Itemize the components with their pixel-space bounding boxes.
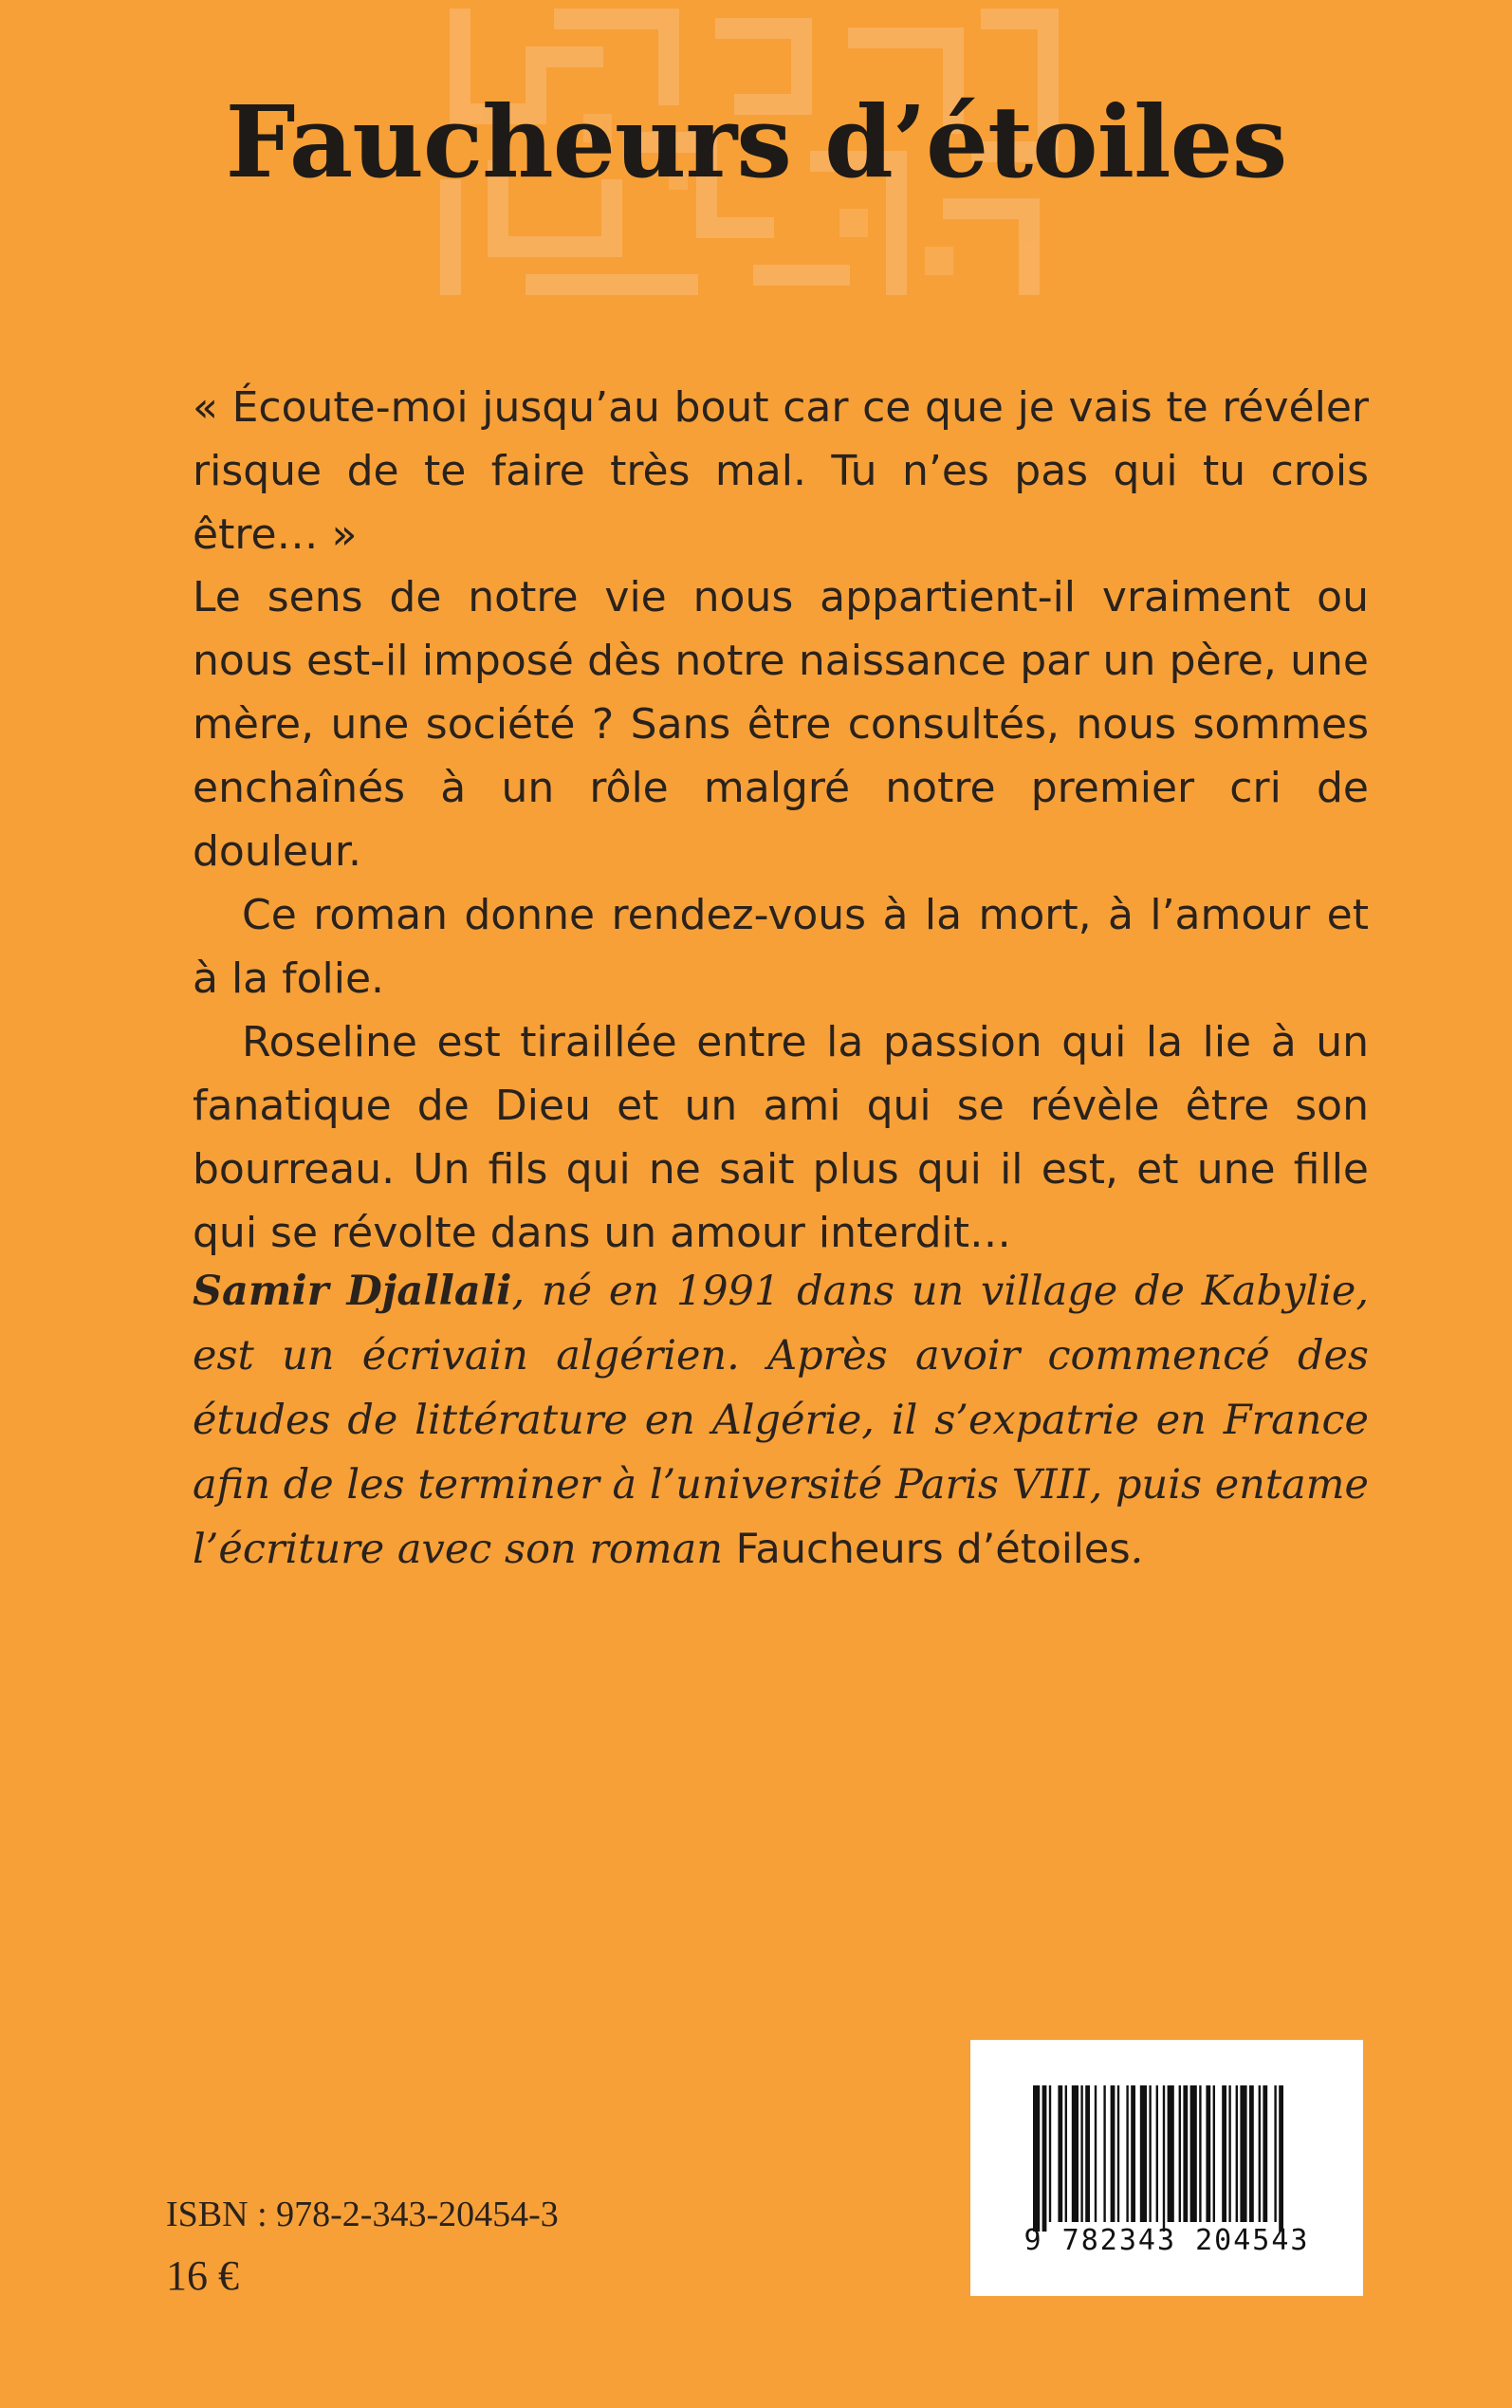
barcode-bar: [1049, 2085, 1051, 2222]
barcode-bar: [1249, 2085, 1254, 2222]
barcode-bar: [1131, 2085, 1135, 2222]
barcode-bar: [1149, 2085, 1151, 2222]
synopsis: [193, 565, 1369, 1265]
barcode-bar: [1126, 2085, 1128, 2222]
author-name: Samir Djallali: [193, 1268, 512, 1315]
barcode-bar: [1085, 2085, 1090, 2222]
price: 16 €: [166, 2252, 239, 2299]
author-bio-text: , né en 1991 dans un village de Kabylie, est un écrivain algérien. Après avoir commencé des études de littérature en Algérie, il s’expatrie en France afin de les terminer à l’université Paris VIII, puis entame l’écriture avec son roman: [193, 1268, 1369, 1573]
barcode-bar: [1279, 2085, 1283, 2232]
barcode-panel: [970, 2040, 1363, 2296]
barcode-bar: [1206, 2085, 1210, 2222]
book-title-reference: Faucheurs d’étoiles: [735, 1526, 1131, 1573]
barcode-bar: [1199, 2085, 1201, 2222]
barcode-bar: [1236, 2085, 1238, 2222]
barcode-bar: [1222, 2085, 1226, 2222]
barcode-bar: [1072, 2085, 1079, 2222]
barcode-bar: [1263, 2085, 1267, 2222]
synopsis-paragraph: Roseline est tiraillée entre la passion qui la lie à un fanatique de Dieu et un ami qui se révèle être son bourreau. Un fils qui ne sait plus qui il est, et une fille qui se révolte dans un amour interdit…: [193, 1018, 1369, 1257]
author-bio: [193, 1259, 1369, 1582]
barcode-bar: [1042, 2085, 1047, 2232]
barcode-bar: [1228, 2085, 1230, 2222]
synopsis-paragraph: Ce roman donne rendez-vous à la mort, à l’amour et à la folie.: [193, 891, 1369, 1003]
barcode-icon: [970, 2040, 1363, 2296]
barcode-bar: [1080, 2085, 1082, 2222]
barcode-bar: [1274, 2085, 1276, 2222]
barcode-bar: [1065, 2085, 1067, 2222]
barcode-bar: [1103, 2085, 1105, 2222]
barcode-bar: [1117, 2085, 1119, 2222]
barcode-bar: [1156, 2085, 1158, 2222]
barcode-bar: [1213, 2085, 1215, 2222]
isbn: ISBN : 978-2-343-20454-3: [166, 2195, 559, 2234]
barcode-digits: 9 782343 204543: [1023, 2224, 1310, 2257]
barcode-bar: [1095, 2085, 1097, 2222]
barcode-bar: [1183, 2085, 1188, 2222]
barcode-bar: [1111, 2085, 1116, 2222]
book-title: Faucheurs d’étoiles: [225, 83, 1287, 200]
barcode-bar: [1033, 2085, 1040, 2232]
synopsis-paragraph: Le sens de notre vie nous appartient-il vraiment ou nous est-il imposé dès notre naissance par un père, une mère, une société ? Sans être consultés, nous sommes enchaînés à un rôle malgré notre premier cri de douleur.: [193, 573, 1369, 876]
barcode-bar: [1179, 2085, 1181, 2222]
barcode-bar: [1259, 2085, 1261, 2222]
barcode-bar: [1140, 2085, 1147, 2222]
barcode-bar: [1240, 2085, 1246, 2222]
barcode-bar: [1058, 2085, 1062, 2222]
barcode-bar: [1163, 2085, 1165, 2232]
author-bio-end: .: [1130, 1526, 1144, 1573]
barcode-bar: [1168, 2085, 1174, 2222]
barcode-bar: [1190, 2085, 1197, 2222]
opening-quote: « Écoute-moi jusqu’au bout car ce que je vais te révéler risque de te faire très mal. Tu n’es pas qui tu crois être… »: [193, 383, 1369, 559]
